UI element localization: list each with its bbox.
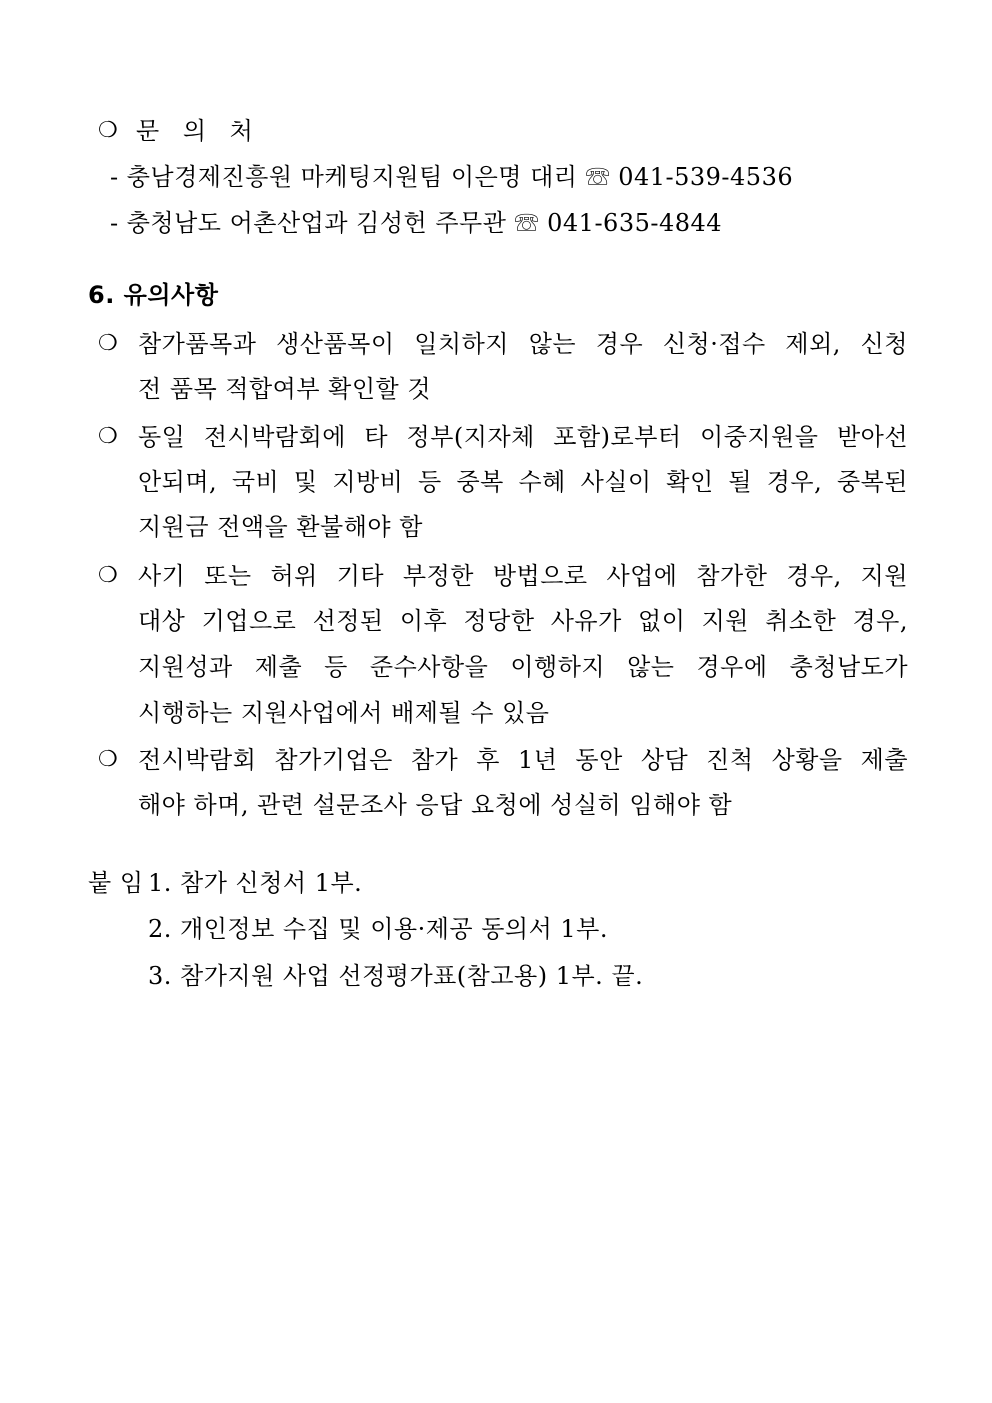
notice-2-line-3: 지원금 전액을 환불해야 함 bbox=[138, 513, 423, 541]
notice-bullet: ❍ bbox=[98, 331, 118, 356]
contact-bullet: ❍ bbox=[98, 118, 118, 143]
contact-line-1: - 충남경제진흥원 마케팅지원팀 이은명 대리 ☏ 041-539-4536 bbox=[110, 163, 794, 191]
notice-3-line-3: 지원성과 제출 등 준수사항을 이행하지 않는 경우에 충청남도가 bbox=[138, 653, 908, 681]
attachment-item-2: 2. 개인정보 수집 및 이용·제공 동의서 1부. bbox=[148, 915, 608, 943]
attachment-item-1: 1. 참가 신청서 1부. bbox=[148, 869, 363, 897]
notice-bullet: ❍ bbox=[98, 747, 118, 772]
attachment-item-3: 3. 참가지원 사업 선정평가표(참고용) 1부. 끝. bbox=[148, 962, 644, 990]
notice-1-line-2: 전 품목 적합여부 확인할 것 bbox=[138, 375, 432, 403]
notice-3-line-1: 사기 또는 허위 기타 부정한 방법으로 사업에 참가한 경우, 지원 bbox=[138, 562, 908, 590]
notice-4-line-1: 전시박람회 참가기업은 참가 후 1년 동안 상담 진척 상황을 제출 bbox=[138, 746, 908, 774]
contact-title: 문 의 처 bbox=[136, 117, 261, 145]
notice-2-line-1: 동일 전시박람회에 타 정부(지자체 포함)로부터 이중지원을 받아선 bbox=[138, 423, 908, 451]
notice-bullet: ❍ bbox=[98, 563, 118, 588]
notice-2-line-2: 안되며, 국비 및 지방비 등 중복 수혜 사실이 확인 될 경우, 중복된 bbox=[138, 468, 908, 496]
notice-3-line-2: 대상 기업으로 선정된 이후 정당한 사유가 없이 지원 취소한 경우, bbox=[138, 607, 908, 635]
contact-line-2: - 충청남도 어촌산업과 김성헌 주무관 ☏ 041-635-4844 bbox=[110, 209, 723, 237]
notice-4-line-2: 해야 하며, 관련 설문조사 응답 요청에 성실히 임해야 함 bbox=[138, 791, 733, 819]
notice-3-line-4: 시행하는 지원사업에서 배제될 수 있음 bbox=[138, 699, 550, 727]
section-heading: 6. 유의사항 bbox=[88, 281, 219, 309]
notice-1-line-1: 참가품목과 생산품목이 일치하지 않는 경우 신청·접수 제외, 신청 bbox=[138, 330, 908, 358]
attachments-label: 붙 임 bbox=[88, 869, 144, 897]
notice-bullet: ❍ bbox=[98, 424, 118, 449]
